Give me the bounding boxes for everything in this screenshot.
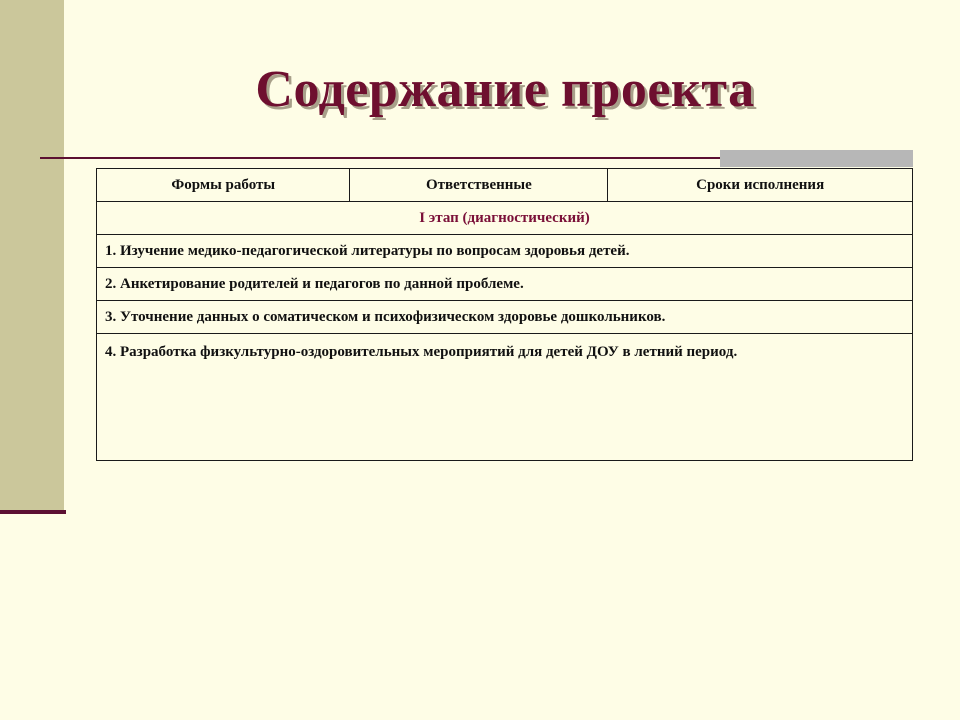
- table-item-1: 1. Изучение медико-педагогической литературы по вопросам здоровья детей.: [97, 235, 913, 268]
- header-cell-forms: Формы работы: [97, 169, 350, 202]
- decorative-gray-bar: [720, 150, 913, 167]
- table-stage-row: [97, 202, 913, 235]
- table-header-row: [97, 169, 913, 202]
- table-item-4: 4. Разработка физкультурно-оздоровительных мероприятий для детей ДОУ в летний период.: [97, 334, 913, 461]
- table-item-2: 2. Анкетирование родителей и педагогов по данной проблеме.: [97, 268, 913, 301]
- table-row: [97, 301, 913, 334]
- stage-label: I этап (диагностический): [97, 202, 913, 235]
- table-row: [97, 268, 913, 301]
- project-content-table: [96, 168, 913, 461]
- header-cell-responsible: Ответственные: [350, 169, 608, 202]
- table-item-3: 3. Уточнение данных о соматическом и психофизическом здоровье дошкольников.: [97, 301, 913, 334]
- table-row: [97, 235, 913, 268]
- title-divider: [40, 157, 720, 159]
- header-cell-deadlines: Сроки исполнения: [608, 169, 913, 202]
- slide-title: Содержание проекта: [255, 61, 755, 118]
- table-row: [97, 334, 913, 461]
- side-band-underline: [0, 510, 66, 514]
